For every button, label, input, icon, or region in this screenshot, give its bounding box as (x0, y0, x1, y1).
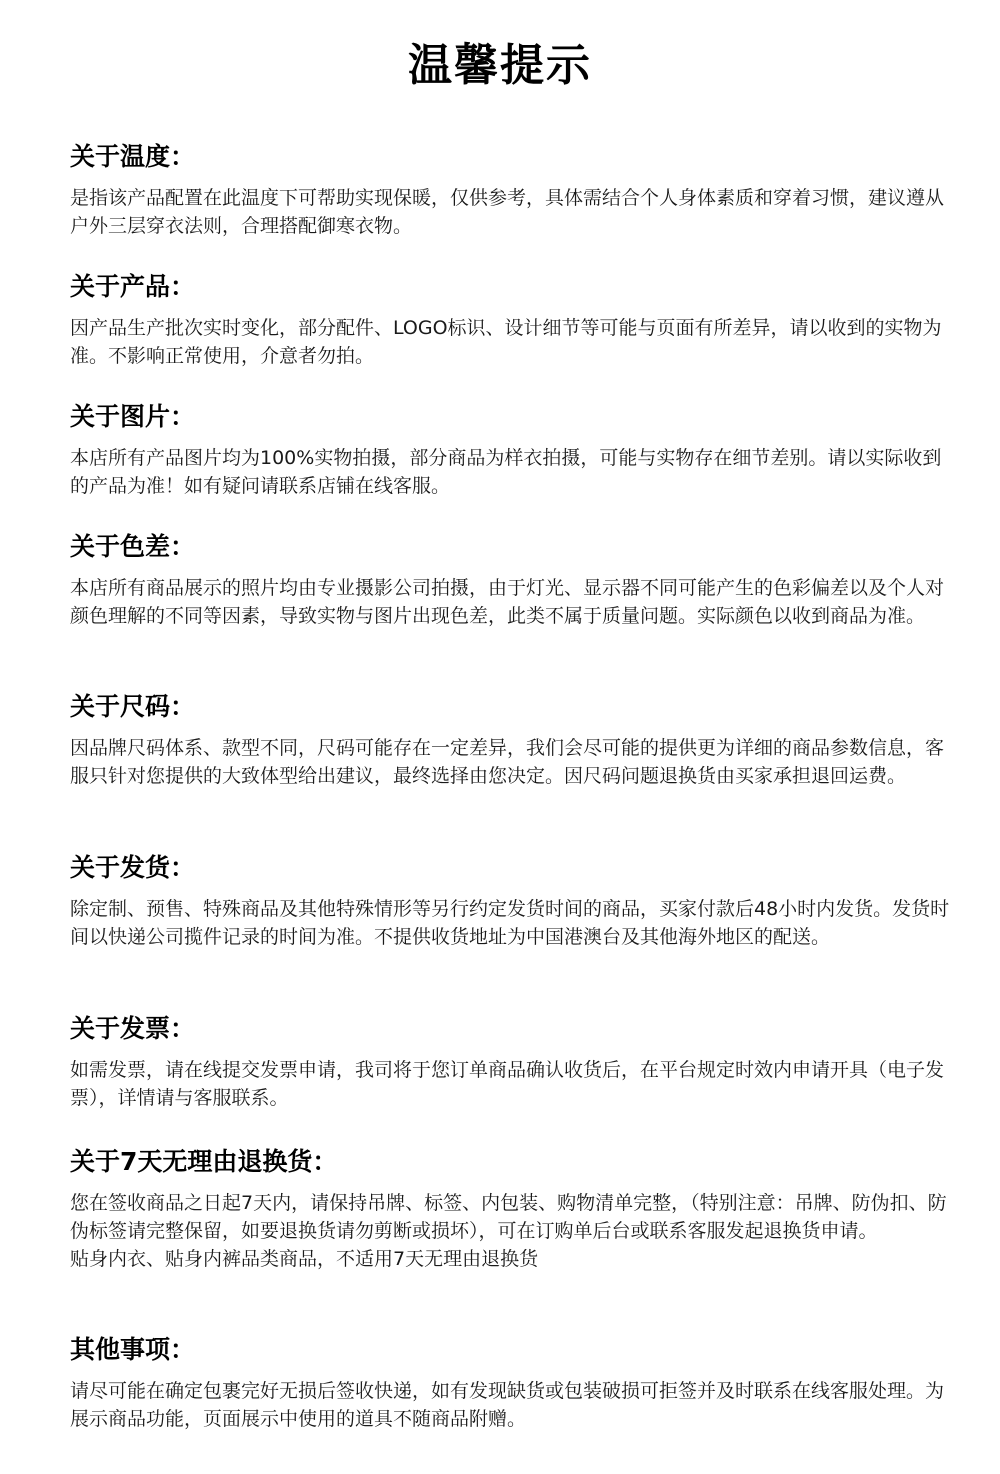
section-color-difference (70, 530, 950, 630)
section-body (70, 574, 950, 630)
section-paragraph: 您在签收商品之日起7天内，请保持吊牌、标签、内包装、购物清单完整，（特别注意：吊牌、防伪扣、防伪标签请完整保留，如要退换货请勿剪断或损坏），可在订购单后台或联系客服发起退换货申请。 (70, 1192, 947, 1242)
section-paragraph: 请尽可能在确定包裹完好无损后签收快递，如有发现缺货或包装破损可拒签并及时联系在线客服处理。为展示商品功能，页面展示中使用的道具不随商品附赠。 (70, 1380, 945, 1430)
section-heading: 关于色差： (70, 532, 196, 561)
section-body (70, 734, 950, 790)
section-product (70, 270, 950, 370)
section-heading: 其他事项： (70, 1335, 196, 1364)
section-heading: 关于尺码： (70, 692, 196, 721)
section-body (70, 1056, 950, 1112)
section-other-matters (70, 1333, 950, 1433)
section-paragraph: 除定制、预售、特殊商品及其他特殊情形等另行约定发货时间的商品，买家付款后48小时内发货。发货时间以快递公司揽件记录的时间为准。不提供收货地址为中国港澳台及其他海外地区的配送。 (70, 898, 950, 948)
section-7-day-return (70, 1145, 950, 1273)
section-heading: 关于7天无理由退换货： (70, 1147, 338, 1176)
section-body (70, 444, 950, 500)
section-paragraph: 本店所有商品展示的照片均由专业摄影公司拍摄，由于灯光、显示器不同可能产生的色彩偏差以及个人对颜色理解的不同等因素，导致实物与图片出现色差，此类不属于质量问题。实际颜色以收到商品为准。 (70, 577, 945, 627)
section-heading: 关于温度： (70, 142, 196, 171)
section-paragraph: 因产品生产批次实时变化，部分配件、LOGO标识、设计细节等可能与页面有所差异，请以收到的实物为准。不影响正常使用，介意者勿拍。 (70, 317, 942, 367)
section-temperature (70, 140, 950, 240)
section-paragraph: 如需发票，请在线提交发票申请，我司将于您订单商品确认收货后，在平台规定时效内申请开具（电子发票），详情请与客服联系。 (70, 1059, 945, 1109)
section-paragraph: 是指该产品配置在此温度下可帮助实现保暖，仅供参考，具体需结合个人身体素质和穿着习惯，建议遵从户外三层穿衣法则，合理搭配御寒衣物。 (70, 187, 945, 237)
section-paragraph: 贴身内衣、贴身内裤品类商品，不适用7天无理由退换货 (70, 1248, 539, 1270)
section-body (70, 314, 950, 370)
section-heading: 关于发货： (70, 853, 196, 882)
section-body (70, 1377, 950, 1433)
section-body (70, 1189, 950, 1273)
section-invoice (70, 1012, 950, 1112)
section-body (70, 184, 950, 240)
page-title: 温馨提示 (408, 40, 592, 91)
section-heading: 关于发票： (70, 1014, 196, 1043)
section-images (70, 400, 950, 500)
section-paragraph: 因品牌尺码体系、款型不同，尺码可能存在一定差异，我们会尽可能的提供更为详细的商品参数信息，客服只针对您提供的大致体型给出建议，最终选择由您决定。因尺码问题退换货由买家承担退回运费。 (70, 737, 945, 787)
section-body (70, 895, 950, 951)
section-heading: 关于图片： (70, 402, 196, 431)
section-heading: 关于产品： (70, 272, 196, 301)
section-shipping (70, 851, 950, 951)
section-paragraph: 本店所有产品图片均为100%实物拍摄，部分商品为样衣拍摄，可能与实物存在细节差别。请以实际收到的产品为准！如有疑问请联系店铺在线客服。 (70, 447, 942, 497)
section-size (70, 690, 950, 790)
